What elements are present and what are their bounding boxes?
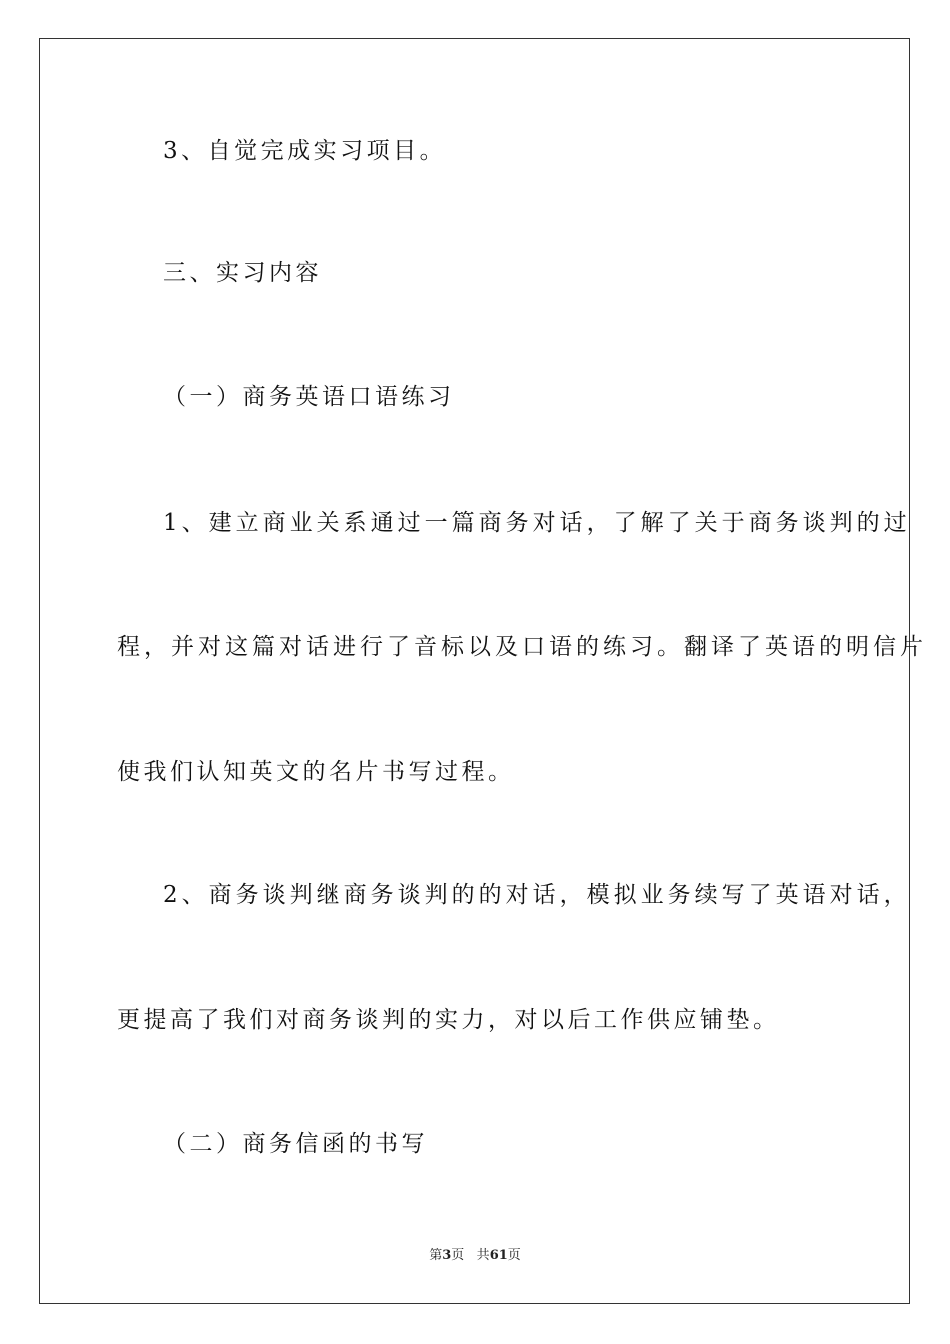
footer-total-suffix: 页 (507, 1248, 521, 1263)
subsection-heading: （一）商务英语口语练习 (163, 384, 455, 410)
paragraph-line: 程，并对这篇对话进行了音标以及口语的练习。翻译了英语的明信片 (117, 634, 927, 660)
footer-page-suffix: 页 (451, 1248, 465, 1263)
footer-total-pages: 61 (489, 1248, 508, 1263)
paragraph-line: 3、自觉完成实习项目。 (163, 138, 447, 164)
page-border (39, 38, 910, 1304)
paragraph-line: 2、商务谈判继商务谈判的的对话，模拟业务续写了英语对话， (163, 882, 911, 908)
subsection-heading: （二）商务信函的书写 (163, 1131, 428, 1157)
section-heading: 三、实习内容 (163, 260, 322, 286)
paragraph-line: 1、建立商业关系通过一篇商务对话，了解了关于商务谈判的过 (163, 510, 911, 536)
paragraph-line: 使我们认知英文的名片书写过程。 (117, 759, 515, 785)
footer-page-prefix: 第 (429, 1248, 443, 1263)
footer-total-prefix: 共 (476, 1248, 490, 1263)
footer-page-number: 3 (442, 1248, 452, 1263)
paragraph-line: 更提高了我们对商务谈判的实力，对以后工作供应铺垫。 (117, 1007, 780, 1033)
page-footer (0, 1247, 950, 1265)
